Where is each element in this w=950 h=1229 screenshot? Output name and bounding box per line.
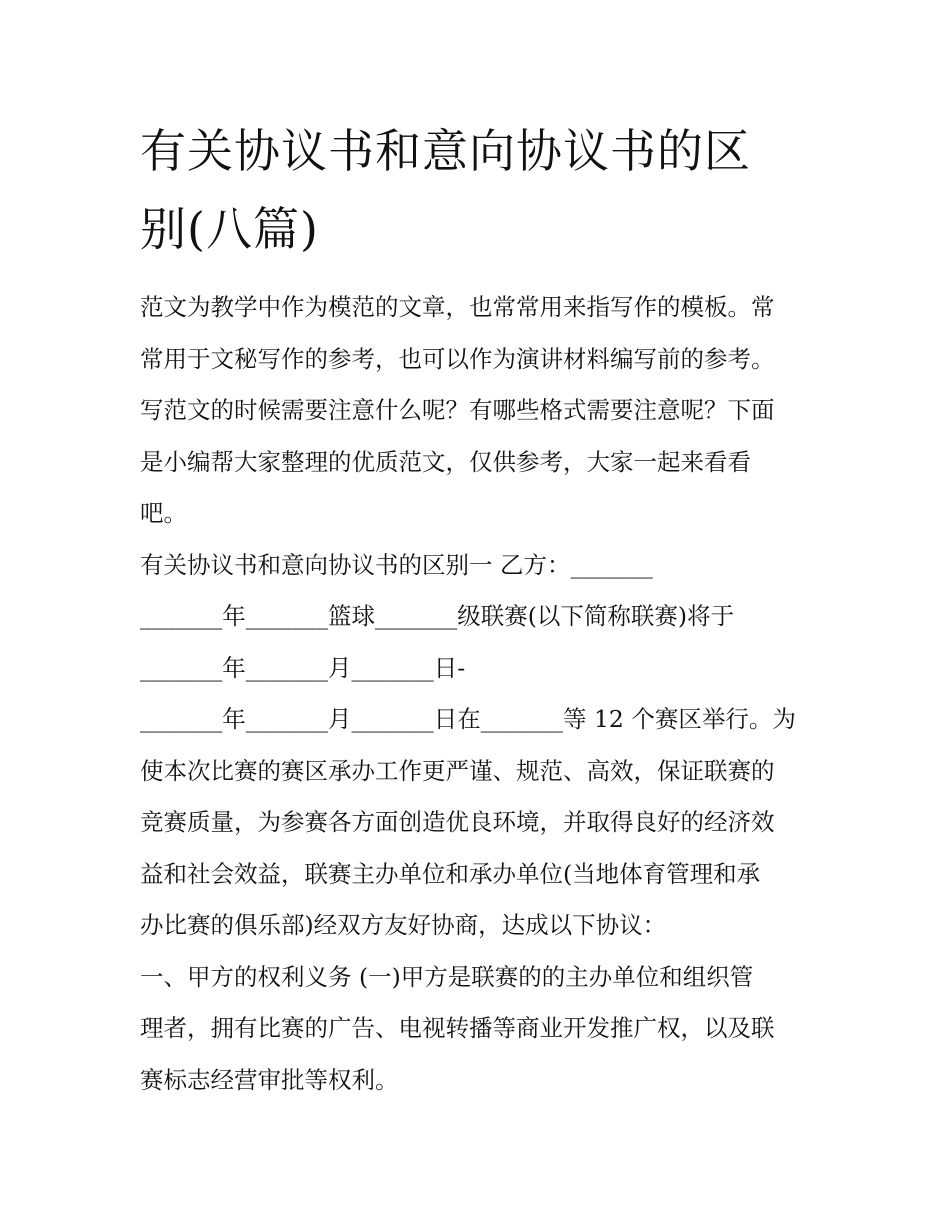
body-line: 一、甲方的权利义务 (一)甲方是联赛的的主办单位和组织管 (140, 962, 754, 991)
body-line: 理者，拥有比赛的广告、电视转播等商业开发推广权，以及联 (140, 1014, 775, 1042)
body-line: 范文为教学中作为模范的文章，也常常用来指写作的模板。常 (140, 293, 775, 321)
document-body (140, 282, 820, 1106)
document-page (140, 112, 820, 1106)
body-line: _______年_______月_______日在_______等 12 个赛区举行。为 (140, 705, 796, 733)
title-line: 有关协议书和意向协议书的区 (140, 124, 751, 178)
body-line: 是小编帮大家整理的优质范文，仅供参考，大家一起来看看 (140, 447, 751, 476)
body-line: 赛标志经营审批等权利。 (140, 1065, 399, 1094)
body-line: _______年_______月_______日- (140, 653, 466, 682)
title-line: 别(八篇) (140, 202, 319, 256)
body-line: 办比赛的俱乐部)经双方友好协商，达成以下协议： (140, 911, 667, 939)
body-line: 写范文的时候需要注意什么呢？有哪些格式需要注意呢？下面 (140, 396, 775, 424)
body-line: 益和社会效益，联赛主办单位和承办单位(当地体育管理和承 (140, 859, 761, 888)
body-line: 吧。 (140, 499, 187, 527)
body-line: 使本次比赛的赛区承办工作更严谨、规范、高效，保证联赛的 (140, 756, 775, 785)
title-spacer (140, 268, 820, 282)
body-line: _______年_______篮球_______级联赛(以下简称联赛)将于 (140, 602, 735, 630)
body-line: 常用于文秘写作的参考，也可以作为演讲材料编写前的参考。 (140, 344, 775, 373)
document-title (140, 112, 800, 268)
body-line: 竞赛质量，为参赛各方面创造优良环境，并取得良好的经济效 (140, 808, 775, 836)
body-line: 有关协议书和意向协议书的区别一 乙方：_______ (140, 550, 653, 579)
